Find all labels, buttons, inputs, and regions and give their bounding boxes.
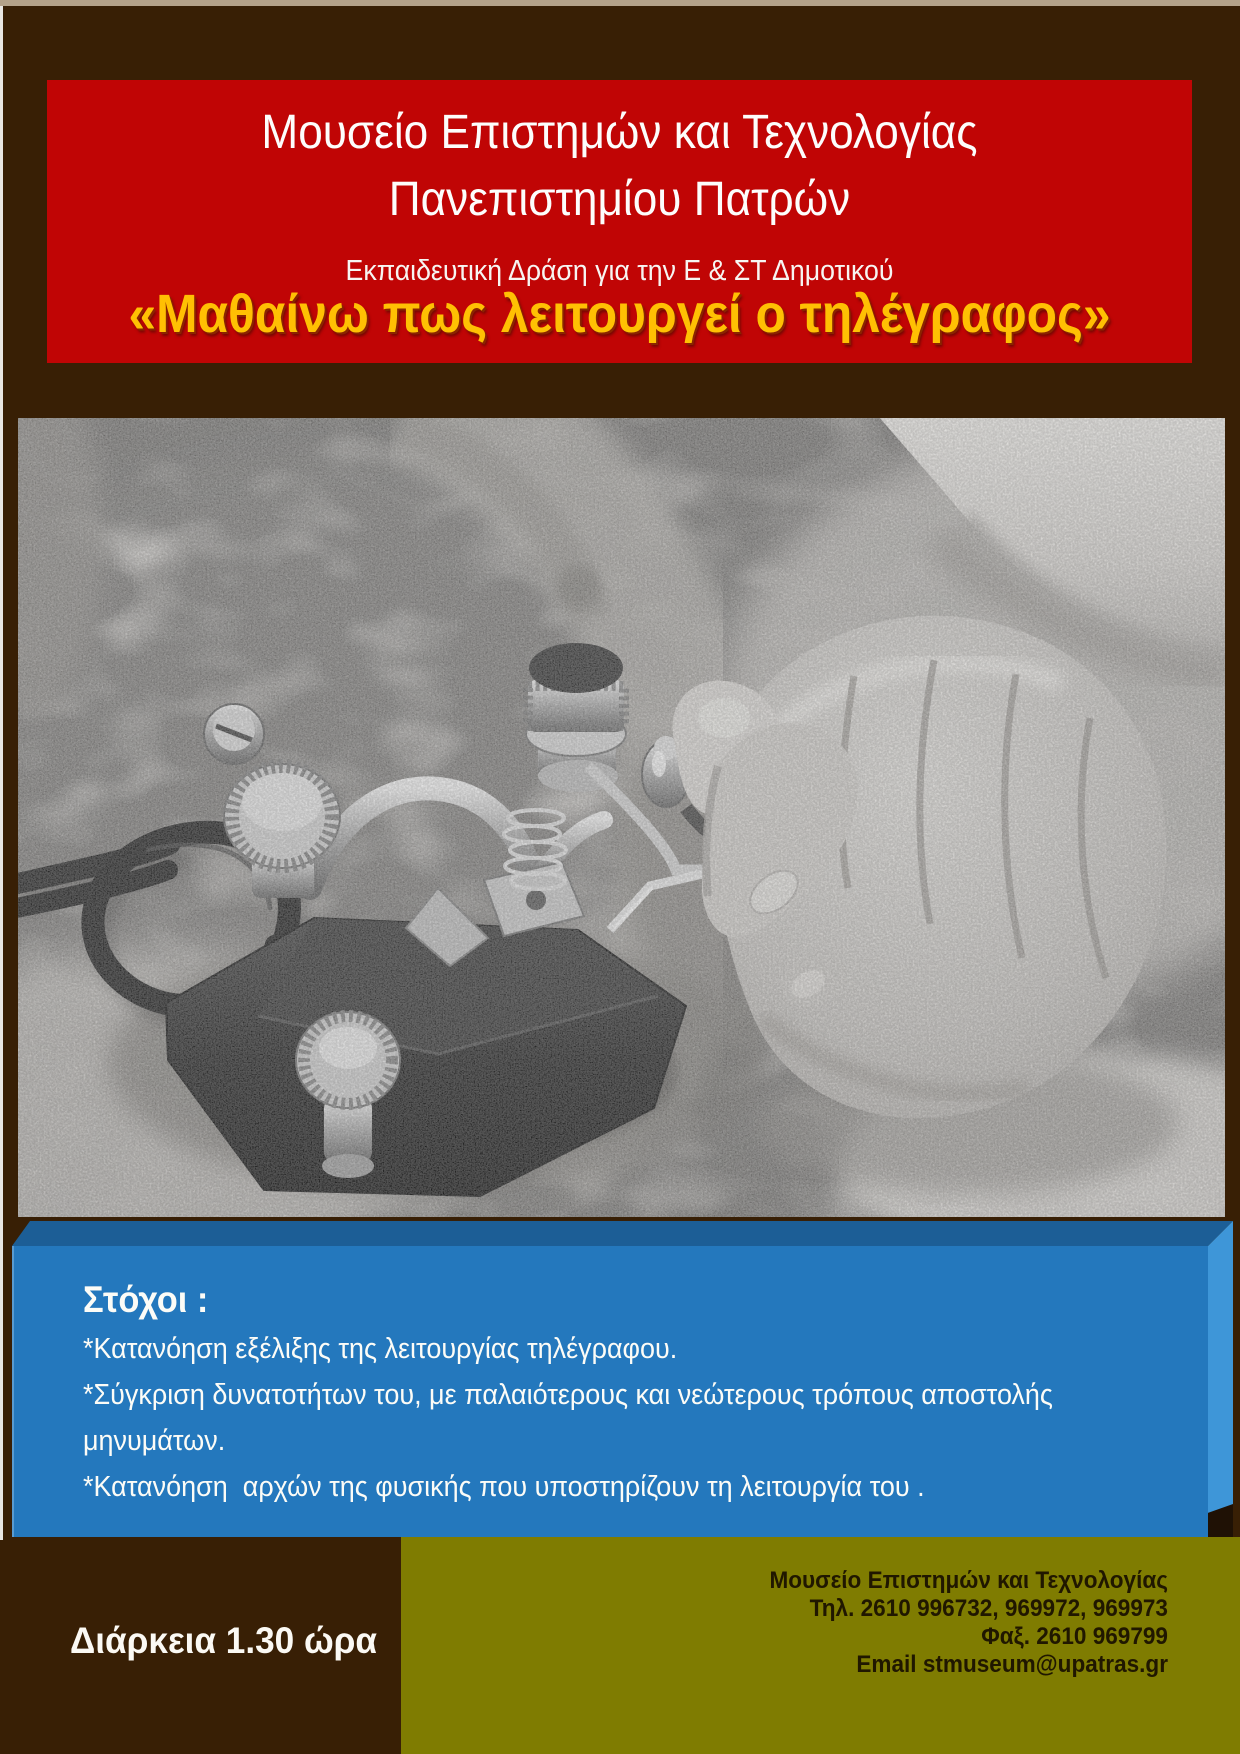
- contact-panel: [401, 1537, 1240, 1754]
- activity-headline: «Μαθαίνω πως λειτουργεί ο τηλέγραφος»: [128, 284, 1111, 344]
- objectives-panel-side-face: [1208, 1221, 1233, 1537]
- contact-museum-name: Μουσείο Επιστημών και Τεχνολογίας: [769, 1567, 1168, 1594]
- objectives-panel: [12, 1246, 1208, 1537]
- objective-line: *Κατανόηση αρχών της φυσικής που υποστηρίζουν τη λειτουργία του .: [83, 1471, 925, 1503]
- contact-phone: Τηλ. 2610 996732, 969972, 969973: [809, 1595, 1168, 1622]
- telegraph-photo: [18, 418, 1225, 1217]
- header-banner: [47, 80, 1192, 363]
- activity-subtitle: Εκπαιδευτική Δράση για την Ε & ΣΤ Δημοτικού: [345, 255, 894, 287]
- telegraph-photo-art: [18, 418, 1225, 1217]
- header-banner-text: [93, 80, 1146, 363]
- duration-label: Διάρκεια 1.30 ώρα: [70, 1620, 378, 1661]
- objectives-heading: Στόχοι :: [83, 1279, 209, 1320]
- contact-fax: Φαξ. 2610 969799: [981, 1623, 1168, 1650]
- objectives-text: [83, 1276, 1053, 1510]
- objectives-panel-top-face: [12, 1221, 1233, 1246]
- grain-dark: [18, 418, 1225, 1217]
- contact-email: Email stmuseum@upatras.gr: [856, 1651, 1168, 1678]
- page-left-edge: [0, 6, 3, 1540]
- objective-line: *Κατανόηση εξέλιξης της λειτουργίας τηλέγραφου.: [83, 1333, 678, 1365]
- page-top-edge: [0, 0, 1240, 6]
- objective-line: *Σύγκριση δυνατοτήτων του, με παλαιότερους και νεώτερους τρόπους αποστολής: [83, 1379, 1053, 1411]
- museum-title-line1: Μουσείο Επιστημών και Τεχνολογίας: [261, 106, 978, 159]
- museum-title-line2: Πανεπιστημίου Πατρών: [388, 173, 851, 226]
- contact-block: [769, 1567, 1168, 1679]
- objective-line: μηνυμάτων.: [83, 1425, 226, 1457]
